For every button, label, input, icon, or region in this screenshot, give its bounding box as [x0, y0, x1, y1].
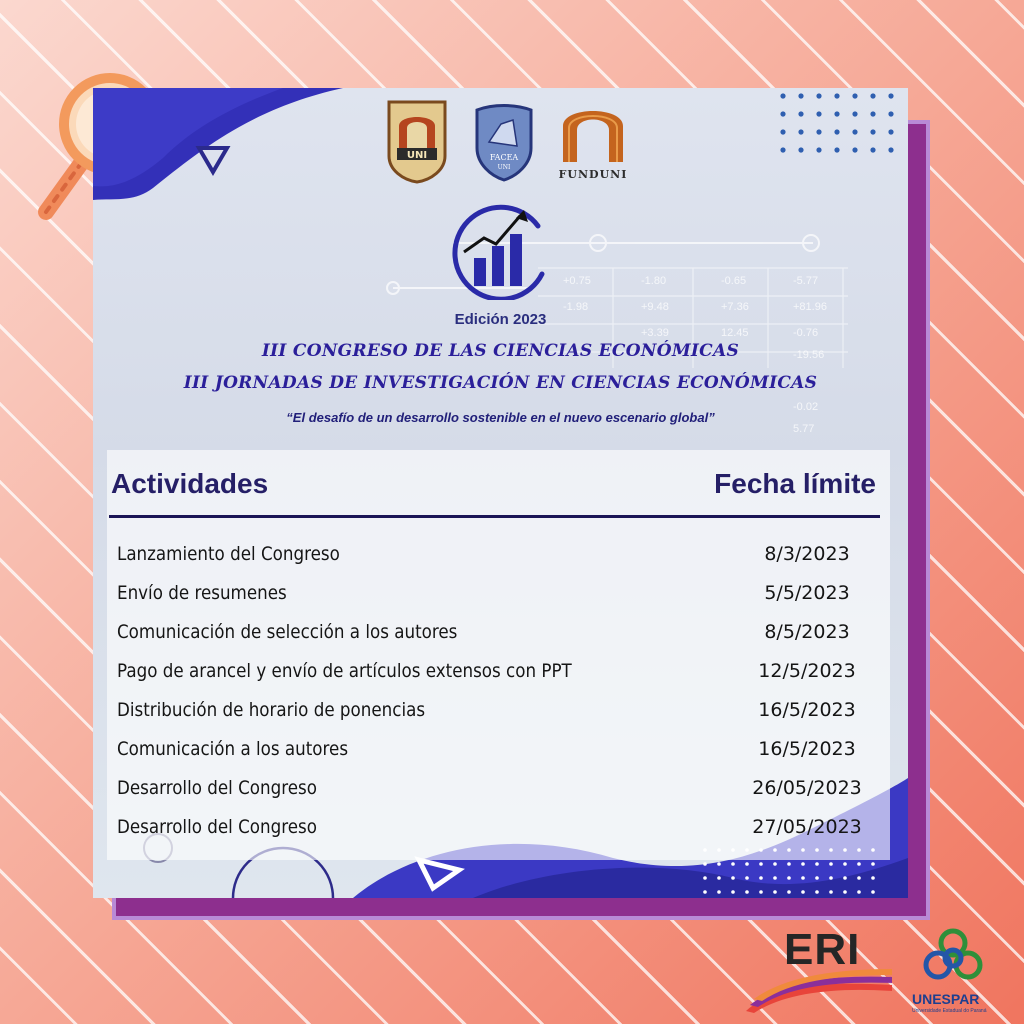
- svg-text:-1.80: -1.80: [641, 275, 667, 287]
- eri-logo-text: ERI: [784, 925, 861, 974]
- svg-text:FACEA: FACEA: [489, 153, 519, 162]
- congress-title: III CONGRESO DE LAS CIENCIAS ECONÓMICAS: [261, 341, 740, 361]
- svg-text:12.45: 12.45: [721, 327, 749, 339]
- svg-text:+3.39: +3.39: [641, 327, 669, 339]
- row-activity: Comunicación a los autores: [117, 738, 349, 760]
- growth-chart-logo-icon: [438, 200, 558, 300]
- row-activity: Comunicación de selección a los autores: [117, 621, 458, 643]
- row-date: 8/3/2023: [764, 543, 850, 565]
- table-row: [117, 652, 872, 691]
- row-date: 12/5/2023: [758, 660, 856, 682]
- table-row: [117, 730, 872, 769]
- row-activity: Desarrollo del Congreso: [117, 777, 317, 799]
- footer-brands: [744, 925, 1014, 1020]
- svg-text:-1.98: -1.98: [563, 301, 589, 313]
- table-row: [117, 613, 872, 652]
- institution-logos: [383, 94, 643, 188]
- poster-card: [93, 88, 908, 898]
- funduni-arch-icon: [559, 102, 627, 164]
- svg-text:UNI: UNI: [406, 150, 428, 161]
- dot-grid-top: [780, 93, 893, 152]
- row-date: 26/05/2023: [752, 777, 862, 799]
- row-activity: Desarrollo del Congreso: [117, 816, 317, 838]
- table-row: [117, 769, 872, 808]
- edition-label: Edición 2023: [454, 311, 547, 328]
- row-activity: Pago de arancel y envío de artículos extensos con PPT: [117, 660, 572, 682]
- unespar-subtitle: Universidade Estadual do Paraná: [912, 1008, 987, 1014]
- schedule-table: [107, 450, 890, 860]
- facea-crest-icon: [473, 102, 535, 182]
- unespar-logo-icon: [920, 925, 986, 991]
- row-date: 5/5/2023: [764, 582, 850, 604]
- row-date: 27/05/2023: [752, 816, 862, 838]
- svg-text:-0.65: -0.65: [721, 275, 747, 287]
- table-row: [117, 574, 872, 613]
- svg-text:+81.96: +81.96: [793, 301, 827, 313]
- unespar-logo-text: UNESPAR: [912, 991, 980, 1007]
- uni-crest-icon: [385, 98, 449, 184]
- svg-text:-19.56: -19.56: [793, 349, 825, 361]
- table-row: [117, 535, 872, 574]
- svg-text:-0.76: -0.76: [793, 327, 819, 339]
- svg-text:UNI: UNI: [497, 164, 511, 171]
- row-activity: Lanzamiento del Congreso: [117, 543, 340, 565]
- row-activity: Distribución de horario de ponencias: [117, 699, 426, 721]
- slogan: “El desafío de un desarrollo sostenible en el nuevo escenario global”: [286, 410, 715, 425]
- row-date: 16/5/2023: [758, 699, 856, 721]
- row-date: 8/5/2023: [764, 621, 850, 643]
- svg-text:+0.75: +0.75: [563, 275, 591, 287]
- svg-text:5.77: 5.77: [793, 423, 815, 435]
- header-activities: Actividades: [111, 468, 269, 499]
- funduni-label: FUNDUNI: [558, 168, 628, 181]
- triangle-icon: [199, 148, 227, 172]
- table-row: [117, 808, 872, 847]
- table-row: [117, 691, 872, 730]
- header-divider: [109, 515, 880, 518]
- header-deadline: Fecha límite: [714, 468, 876, 499]
- svg-text:-5.77: -5.77: [793, 275, 819, 287]
- research-title: III JORNADAS DE INVESTIGACIÓN EN CIENCIAS ECONÓMICAS: [183, 373, 818, 393]
- row-date: 16/5/2023: [758, 738, 856, 760]
- svg-text:+7.36: +7.36: [721, 301, 749, 313]
- svg-text:+9.48: +9.48: [641, 301, 669, 313]
- row-activity: Envío de resumenes: [117, 582, 287, 604]
- svg-text:-0.02: -0.02: [793, 401, 819, 413]
